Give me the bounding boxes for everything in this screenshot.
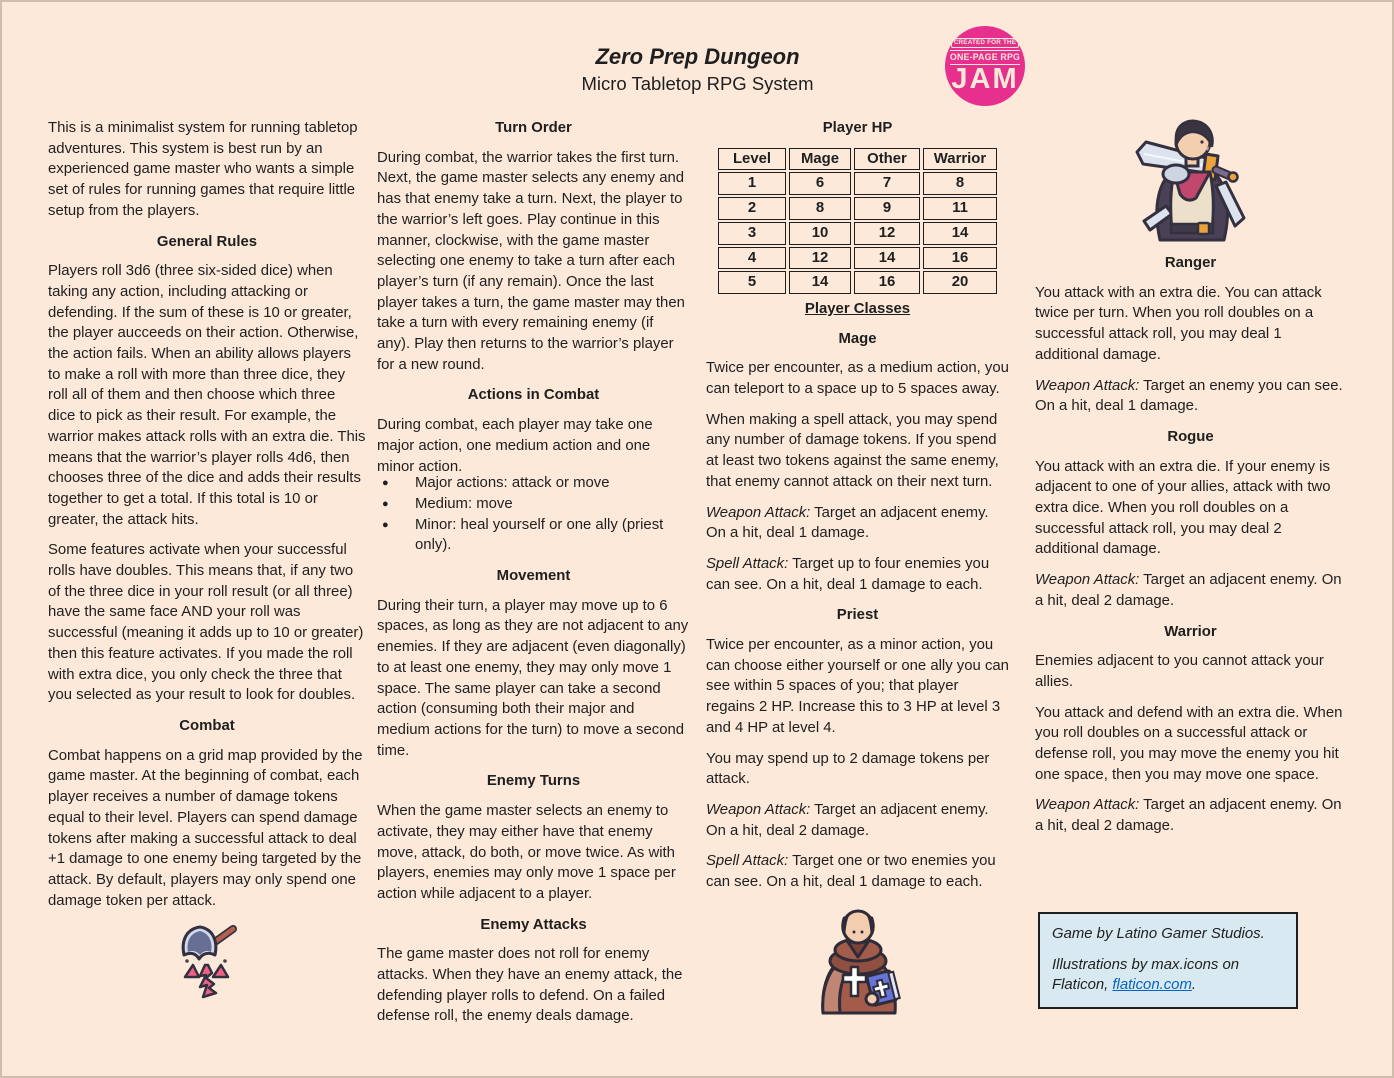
weapon-attack-text: Target an adjacent enemy. On a hit, deal 2 damage. bbox=[706, 801, 989, 839]
table-header-cell: Other bbox=[854, 148, 920, 171]
table-row bbox=[718, 222, 997, 245]
heading-combat: Combat bbox=[179, 717, 235, 734]
weapon-attack-label: Weapon Attack: bbox=[706, 801, 811, 818]
ranger-paragraph: You attack with an extra die. You can attack twice per turn. When you roll doubles on a successful attack roll, you may deal 1 additional damage. bbox=[1035, 284, 1322, 363]
badge-line1: CREATED FOR THE bbox=[951, 38, 1019, 48]
mage-spell-attack bbox=[706, 554, 1009, 595]
table-cell: 11 bbox=[923, 197, 997, 220]
table-cell: 1 bbox=[718, 172, 786, 195]
spell-attack-text: Target one or two enemies you can see. On a hit, deal 1 damage to each. bbox=[706, 853, 996, 891]
bullet-text: Medium: move bbox=[415, 495, 513, 512]
priest-icon bbox=[810, 901, 906, 1016]
weapon-attack-label: Weapon Attack: bbox=[1035, 797, 1140, 814]
table-row bbox=[718, 271, 997, 294]
spell-attack-label: Spell Attack: bbox=[706, 555, 789, 572]
table-row bbox=[718, 172, 997, 195]
table-cell: 4 bbox=[718, 247, 786, 270]
column-3 bbox=[706, 118, 1009, 1016]
spell-attack-label: Spell Attack: bbox=[706, 853, 789, 870]
table-cell: 8 bbox=[923, 172, 997, 195]
heading-rogue: Rogue bbox=[1167, 428, 1214, 445]
table-cell: 14 bbox=[923, 222, 997, 245]
list-item bbox=[377, 473, 690, 494]
table-cell: 14 bbox=[854, 247, 920, 270]
table-cell: 20 bbox=[923, 271, 997, 294]
table-cell: 12 bbox=[789, 247, 851, 270]
mage-paragraph-1: Twice per encounter, as a medium action, you can teleport to a space up to 5 spaces away. bbox=[706, 360, 1009, 398]
heading-player-classes: Player Classes bbox=[804, 300, 911, 317]
general-rules-paragraph-1: Players roll 3d6 (three six-sided dice) when taking any action, including attacking or defending. If the sum of these is 10 or greater, the player aucceeds on their action. Otherwise, the action fails. When an ability allows players to make a roll with more than three dice, they roll all of them and then choose which three dice to pick as their result. For example, the warrior makes attack rolls with an extra die. This means that the warrior’s player rolls 4d6, then chooses three of the dice and adds their results together to get a total. If this total is 10 or greater, the attack hits. bbox=[48, 263, 366, 528]
warrior-paragraph-1: Enemies adjacent to you cannot attack your allies. bbox=[1035, 653, 1324, 690]
table-cell: 9 bbox=[854, 197, 920, 220]
ranger-weapon-attack bbox=[1035, 376, 1346, 417]
priest-weapon-attack bbox=[706, 800, 1009, 841]
intro-paragraph: This is a minimalist system for running tabletop adventures. This system is best run by an experienced game master who wants a simple set of rules for running games that require little setup from the players. bbox=[48, 120, 358, 219]
table-cell: 16 bbox=[923, 247, 997, 270]
column-2 bbox=[377, 118, 690, 1037]
flaticon-link[interactable]: flaticon.com bbox=[1112, 977, 1192, 994]
movement-paragraph: During their turn, a player may move up to 6 spaces, as long as they are not adjacent to any enemies. If they are adjacent (even diagonally) to at least one enemy, they may only move 1 space. The same player can take a second action (consuming both their major and medium actions for the turn) to move a second time. bbox=[377, 597, 689, 759]
weapon-attack-text: Target an adjacent enemy. On a hit, deal 1 damage. bbox=[706, 504, 989, 542]
jam-badge-icon bbox=[945, 26, 1025, 106]
heading-general-rules: General Rules bbox=[156, 233, 258, 250]
page-subtitle: Micro Tabletop RPG System bbox=[581, 73, 814, 94]
bullet-text: Major actions: attack or move bbox=[415, 475, 610, 492]
weapon-attack-text: Target an enemy you can see. On a hit, deal 1 damage. bbox=[1035, 377, 1343, 415]
priest-spell-attack bbox=[706, 851, 1009, 892]
table-cell: 12 bbox=[854, 222, 920, 245]
rogue-paragraph: You attack with an extra die. If your enemy is adjacent to one of your allies, attack with two extra dice. When you roll doubles on a successful attack roll, you may deal 2 additional damage. bbox=[1035, 458, 1331, 558]
mage-paragraph-2: When making a spell attack, you may spend any number of damage tokens. If you spend at least two tokens against the same enemy, that enemy cannot attack on their next turn. bbox=[706, 411, 999, 490]
rogue-weapon-attack bbox=[1035, 570, 1346, 611]
axe-icon bbox=[173, 921, 239, 1001]
table-header-row bbox=[718, 148, 997, 171]
combat-paragraph: Combat happens on a grid map provided by the game master. At the beginning of combat, each player receives a number of damage tokens equal to their level. Players can spend damage tokens after making a successful attack to deal +1 damage to one enemy being targeted by the attack. By default, players may only spend one damage token per attack. bbox=[48, 747, 363, 909]
ranger-icon bbox=[1130, 112, 1252, 247]
actions-paragraph: During combat, each player may take one major action, one medium action and one minor action. bbox=[377, 417, 653, 475]
credits-line-2 bbox=[1052, 955, 1284, 996]
heading-mage: Mage bbox=[838, 330, 877, 347]
heading-movement: Movement bbox=[496, 568, 571, 585]
heading-player-hp: Player HP bbox=[822, 120, 893, 136]
column-1 bbox=[48, 118, 366, 1001]
actions-bullet-list bbox=[377, 473, 690, 556]
badge-line2: ONE-PAGE RPG bbox=[950, 50, 1020, 65]
column-4 bbox=[1035, 112, 1346, 847]
credits-line2-text: Illustrations by max.icons on Flaticon, bbox=[1052, 956, 1240, 994]
weapon-attack-label: Weapon Attack: bbox=[1035, 572, 1140, 589]
table-row bbox=[718, 247, 997, 270]
heading-warrior: Warrior bbox=[1164, 623, 1217, 640]
list-item bbox=[377, 515, 690, 556]
heading-actions-in-combat: Actions in Combat bbox=[467, 387, 600, 404]
warrior-weapon-attack bbox=[1035, 795, 1346, 836]
table-header-cell: Mage bbox=[789, 148, 851, 171]
table-cell: 6 bbox=[789, 172, 851, 195]
table-cell: 10 bbox=[789, 222, 851, 245]
page-header bbox=[400, 44, 995, 96]
credits-line-1: Game by Latino Gamer Studios. bbox=[1052, 926, 1265, 942]
heading-enemy-attacks: Enemy Attacks bbox=[480, 916, 587, 933]
heading-enemy-turns: Enemy Turns bbox=[486, 773, 581, 790]
table-cell: 14 bbox=[789, 271, 851, 294]
page-title: Zero Prep Dungeon bbox=[595, 44, 800, 69]
table-header-cell: Warrior bbox=[923, 148, 997, 171]
weapon-attack-label: Weapon Attack: bbox=[1035, 377, 1140, 394]
bullet-text: Minor: heal yourself or one ally (priest only). bbox=[415, 516, 664, 554]
table-row bbox=[718, 197, 997, 220]
weapon-attack-label: Weapon Attack: bbox=[706, 504, 811, 521]
enemy-turns-paragraph: When the game master selects an enemy to activate, they may either have that enemy move, attack, do both, or move twice. As with players, enemies may only move 1 space per action while adjacent to a player. bbox=[377, 803, 676, 902]
table-cell: 3 bbox=[718, 222, 786, 245]
player-hp-table bbox=[715, 146, 1000, 296]
bullet-icon: ● bbox=[382, 518, 389, 531]
weapon-attack-text: Target an adjacent enemy. On a hit, deal 2 damage. bbox=[1035, 797, 1342, 835]
priest-paragraph-1: Twice per encounter, as a minor action, you can choose either yourself or one ally you can see within 5 spaces of you; that player regains 2 HP. Increase this to 3 HP at level 3 and 4 HP at level 4. bbox=[706, 637, 1009, 736]
table-cell: 5 bbox=[718, 271, 786, 294]
credits-box bbox=[1038, 912, 1298, 1009]
weapon-attack-text: Target an adjacent enemy. On a hit, deal 2 damage. bbox=[1035, 572, 1342, 609]
list-item bbox=[377, 494, 690, 515]
spell-attack-text: Target up to four enemies you can see. On a hit, deal 1 damage to each. bbox=[706, 555, 990, 593]
enemy-attacks-paragraph: The game master does not roll for enemy attacks. When they have an enemy attack, the defending player rolls to defend. On a failed defense roll, the enemy deals damage. bbox=[377, 946, 683, 1025]
turn-order-paragraph: During combat, the warrior takes the first turn. Next, the game master selects any enemy and has that enemy take a turn. Next, the player to the warrior’s left goes. Play continue in this manner, clockwise, with the game master selecting one enemy to take a turn after each player’s turn (if any remain). Once the last player takes a turn, the game master may then take a turn with every remaining enemy (if any). Play then returns to the warrior’s player for a new round. bbox=[377, 149, 685, 373]
bullet-icon: ● bbox=[382, 477, 389, 490]
table-cell: 2 bbox=[718, 197, 786, 220]
heading-ranger: Ranger bbox=[1164, 255, 1217, 271]
credits-line2-period: . bbox=[1191, 977, 1197, 994]
general-rules-paragraph-2: Some features activate when your successful rolls have doubles. This means that, if any two of the three dice in your roll result (or all three) have the same face AND your roll was successful (meaning it adds up to 10 or greater) then this feature activates. If you made the roll with extra dice, you only check the three that you selected as your result to look for doubles. bbox=[48, 542, 364, 704]
table-cell: 7 bbox=[854, 172, 920, 195]
bullet-icon: ● bbox=[382, 497, 389, 510]
table-header-cell: Level bbox=[718, 148, 786, 171]
heading-priest: Priest bbox=[836, 607, 879, 624]
badge-line3: JAM bbox=[951, 63, 1019, 95]
table-cell: 16 bbox=[854, 271, 920, 294]
priest-paragraph-2: You may spend up to 2 damage tokens per attack. bbox=[706, 750, 990, 788]
heading-turn-order: Turn Order bbox=[495, 120, 572, 136]
table-cell: 8 bbox=[789, 197, 851, 220]
warrior-paragraph-2: You attack and defend with an extra die. When you roll doubles on a successful attack or defense roll, you may move the enemy you hit one space, then you may move one space. bbox=[1035, 704, 1343, 783]
mage-weapon-attack bbox=[706, 503, 1009, 544]
